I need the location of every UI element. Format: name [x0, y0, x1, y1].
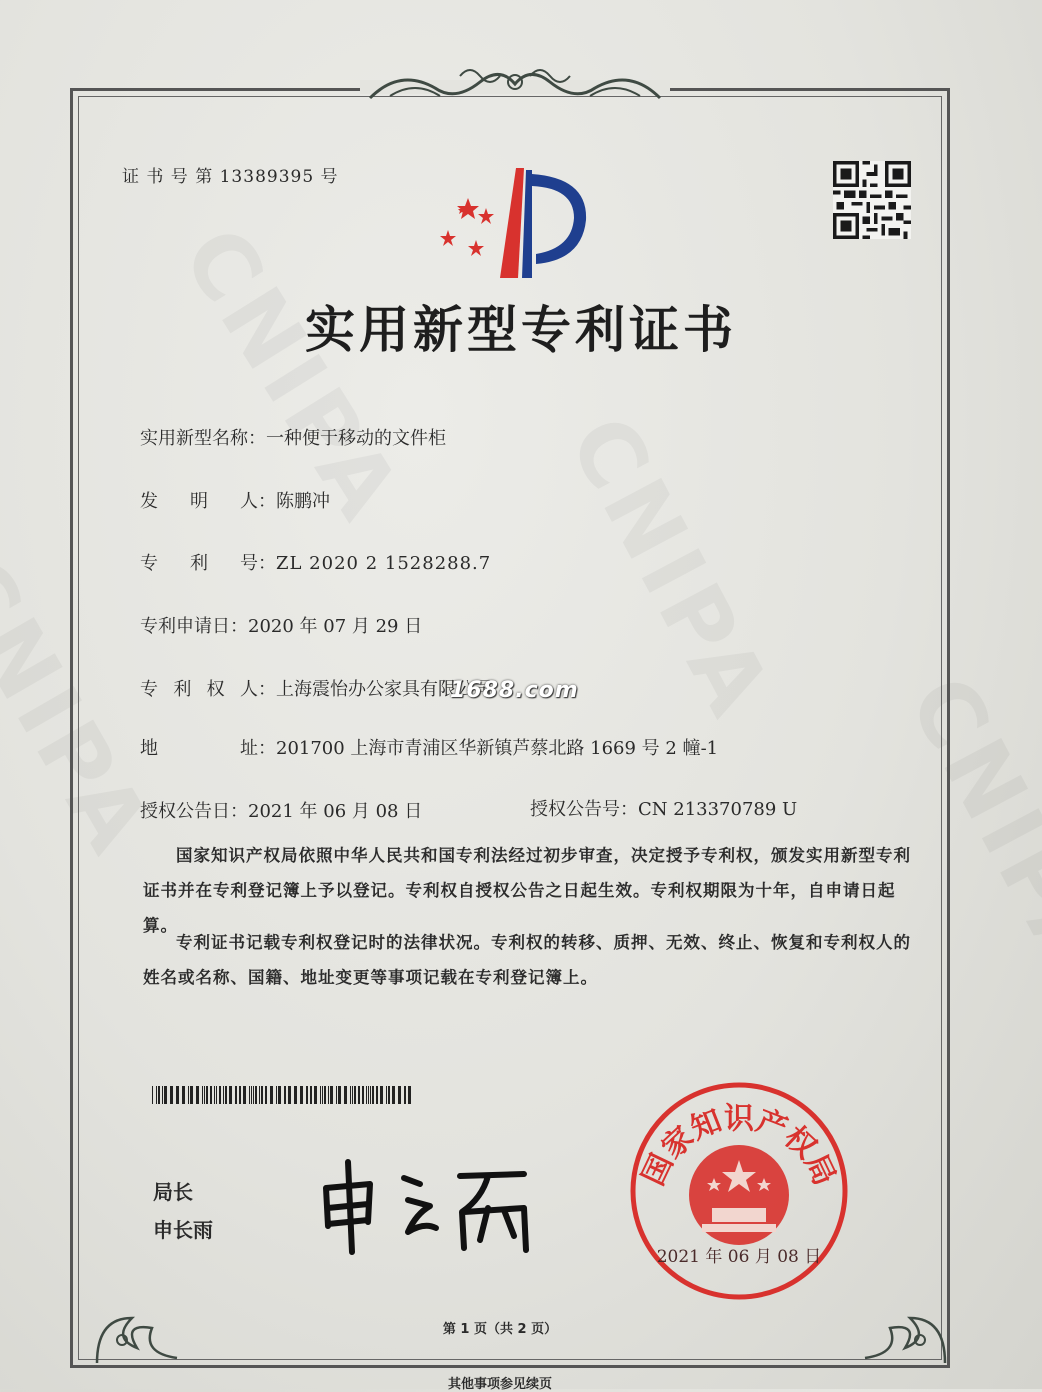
field-value: 上海震怡办公家具有限公司 [276, 679, 492, 700]
grant-date-field [140, 797, 422, 823]
barcode-bar [158, 1086, 160, 1104]
barcode-bar [358, 1086, 360, 1104]
barcode-bar [344, 1086, 347, 1104]
barcode-bar [170, 1086, 173, 1104]
barcode-bar [392, 1086, 395, 1104]
barcode-bar [223, 1086, 224, 1104]
barcode-bar [314, 1086, 317, 1104]
field-value: 201700 上海市青浦区华新镇芦蔡北路 1669 号 2 幢-1 [276, 738, 719, 759]
field-label: 授权公告号： [530, 799, 638, 820]
statement-paragraph: 国家知识产权局依照中华人民共和国专利法经过初步审查，决定授予专利权，颁发实用新型专利证书并在专利登记簿上予以登记。专利权自授权公告之日起生效。专利权期限为十年，自申请日起算。 [143, 846, 911, 935]
barcode-bar [188, 1086, 189, 1104]
footer-note: 其他事项参见续页 [447, 1377, 552, 1392]
barcode-bar [253, 1086, 254, 1104]
barcode-bar [235, 1086, 237, 1104]
seal-date: 2021 年 06 月 08 日 [656, 1247, 822, 1267]
inventor-field: 发 明 人 ：陈鹏冲 [140, 487, 330, 513]
utility-model-name-field [140, 424, 446, 450]
official-seal [628, 1080, 850, 1302]
top-ornament [360, 58, 670, 116]
barcode-bar [249, 1086, 250, 1104]
barcode-bar [324, 1086, 326, 1104]
field-label: 地 址 [140, 738, 258, 759]
barcode-bar [265, 1086, 267, 1104]
barcode-bar [276, 1086, 277, 1104]
barcode-bar [278, 1086, 281, 1104]
seal-text: 国家知识产权局 [635, 1101, 843, 1191]
barcode-bar [239, 1086, 241, 1104]
signatory-title: 局长 [153, 1180, 193, 1204]
barcode-bar [152, 1086, 153, 1104]
field-value: 2021 年 06 月 08 日 [248, 801, 423, 822]
barcode-bar [284, 1086, 286, 1104]
barcode-bar [156, 1086, 157, 1104]
barcode-bar [336, 1086, 337, 1104]
barcode-bar [202, 1086, 203, 1104]
certificate-number: 证 书 号 第 13389395 号 [122, 167, 339, 187]
announcement-number-field [530, 795, 797, 821]
barcode-bar [300, 1086, 303, 1104]
barcode-bar [370, 1086, 371, 1104]
field-value: 2020 年 07 月 29 日 [248, 616, 423, 637]
patentee-field: 专 利 权 人 ：上海震怡办公家具有限公司 [140, 675, 492, 701]
address-field: 地 址 ：201700 上海市青浦区华新镇芦蔡北路 1669 号 2 幢-1 [140, 734, 718, 760]
barcode-bar [196, 1086, 199, 1104]
barcode-bar [404, 1086, 406, 1104]
qr-code [833, 160, 911, 240]
barcode-bar [328, 1086, 329, 1104]
handwritten-signature [312, 1148, 542, 1258]
barcode-bar [398, 1086, 401, 1104]
application-date-field [140, 612, 422, 638]
field-value: 陈鹏冲 [276, 491, 330, 512]
barcode-bar [164, 1086, 167, 1104]
barcode-bar [380, 1086, 383, 1104]
barcode-bar [322, 1086, 323, 1104]
barcode-bar [320, 1086, 321, 1104]
barcode-bar [216, 1086, 217, 1104]
barcode-bar [288, 1086, 291, 1104]
barcode-bar [190, 1086, 193, 1104]
barcode-bar [354, 1086, 356, 1104]
field-label: 专 利 号 [140, 553, 258, 574]
field-value: ZL 2020 2 1528288.7 [276, 553, 492, 574]
barcode-bar [206, 1086, 208, 1104]
barcode-bar [388, 1086, 390, 1104]
barcode-bar [310, 1086, 312, 1104]
barcode-bar [243, 1086, 246, 1104]
barcode-bar [372, 1086, 374, 1104]
barcode-bar [204, 1086, 205, 1104]
barcode-bar [261, 1086, 263, 1104]
field-label: 实用新型名称： [140, 428, 266, 449]
patent-number-field: 专 利 号 ：ZL 2020 2 1528288.7 [140, 549, 491, 575]
barcode-bar [270, 1086, 273, 1104]
barcode-bar [376, 1086, 378, 1104]
overlay-watermark: 1688.com [450, 678, 579, 703]
barcode-bar [330, 1086, 333, 1104]
barcode-bar [259, 1086, 260, 1104]
barcode-bar [162, 1086, 163, 1104]
barcode-bar [362, 1086, 364, 1104]
statement-paragraph: 专利证书记载专利权登记时的法律状况。专利权的转移、质押、无效、终止、恢复和专利权人的姓名或名称、国籍、地址变更等事项记载在专利登记簿上。 [143, 933, 911, 987]
barcode-bar [229, 1086, 232, 1104]
barcode-bar [219, 1086, 221, 1104]
barcode-bar [210, 1086, 212, 1104]
barcode-bar [366, 1086, 367, 1104]
barcode-bar [350, 1086, 351, 1104]
barcode-bar [368, 1086, 369, 1104]
field-value: CN 213370789 U [638, 799, 798, 820]
certificate-title: 实用新型专利证书 [305, 300, 737, 359]
barcode-bar [338, 1086, 341, 1104]
field-value: 一种便于移动的文件柜 [266, 428, 446, 449]
barcode-bar [408, 1086, 411, 1104]
barcode-bar [182, 1086, 185, 1104]
barcode-bar [306, 1086, 308, 1104]
page-number: 第 1 页（共 2 页） [442, 1322, 558, 1337]
barcode-bar [352, 1086, 353, 1104]
barcode-bar [176, 1086, 179, 1104]
signatory-name: 申长雨 [153, 1218, 213, 1242]
barcode-bar [294, 1086, 297, 1104]
field-label: 授权公告日： [140, 801, 248, 822]
barcode-bar [251, 1086, 252, 1104]
barcode [152, 1086, 412, 1104]
barcode-bar [386, 1086, 387, 1104]
barcode-bar [225, 1086, 227, 1104]
field-label: 专 利 权 人 [140, 679, 258, 700]
field-label: 专利申请日： [140, 616, 248, 637]
barcode-bar [255, 1086, 257, 1104]
cnipa-logo [438, 160, 598, 280]
field-label: 发 明 人 [140, 491, 258, 512]
barcode-bar [214, 1086, 215, 1104]
